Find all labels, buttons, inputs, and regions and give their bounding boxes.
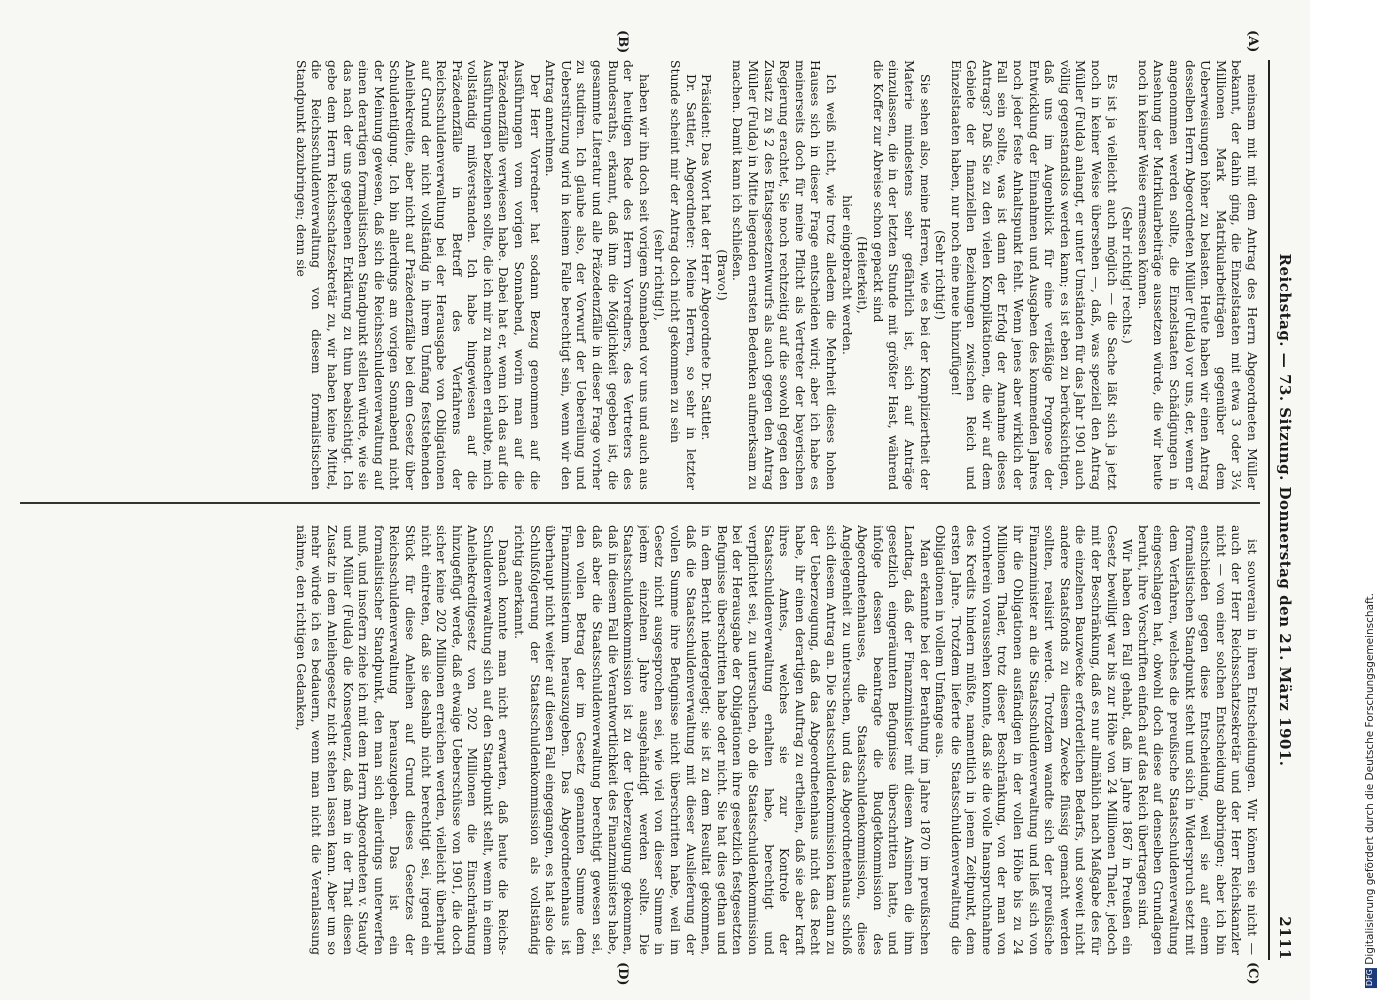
marker-a: (A) [1245,30,1260,53]
paragraph: Danach konnte man nicht erwarten, daß heute die Reichs-Schuldenverwaltung sich auf den Standpunkt stellt, wenn in einem Anleihekreditgesetz von 202 Millionen die Einschränkung hinzugefügt werde, daß etwaige Ueberschüsse von 1901, die doch sicher keine 202 Millionen erreichen werden, vielleicht überhaupt nicht eintreten, daß sie deshalb nicht berechtigt sei, irgend ein Stück für diese Anleihen auf Grund dieses Gesetzes der Reichsschuldenverwaltung herauszugeben. Das ist ein formalistischer Standpunkt, den man sich allerdings unterwerfen muß, und insofern ziehe ich mit dem Herrn Abgeordneten v. Staudy und Müller (Fulda) die Konsequenz, daß man in der That diesen Zusatz in dem Anleihegesetz nicht stehen lassen kann. Aber um so mehr würde ich es bedauern, wenn man nicht die Veranlassung nähme, den richtigen Gedanken, [293,525,512,955]
paragraph: ist souverain in ihren Entscheidungen. Wir können sie nicht — auch der Herr Reichsschatzsekretär und der Herr Reichskanzler nicht — von einer solchen Entscheidung abbringen; aber ich bin entschieden gegen diese Entscheidung, weil sie auf einem formalistischen Standpunkt steht und sich in Widerspruch setzt mit dem Verfahren, welches die preußische Staatsschuldenverwaltung eingeschlagen hat, obwohl doch diese auf denselben Grundlagen beruht, ihre Vorschriften einfach auf das Reich übertragen sind. [1135,525,1260,955]
paragraph: Der Herr Vorredner hat sodann Bezug genommen auf die Ausführungen vom vorigen Sonnabend, worin man auf die Präzedenzfälle verwiesen habe. Dabei hat er, wenn ich das auf die Ausführungen beziehen sollte, die ich mir zu machen erlaubte, mich vollständig mißverstanden. Ich habe hingewiesen auf die Präzedenzfälle in Betreff des Verfahrens der Reichsschuldenverwaltung bei der Herausgabe von Obligationen auf Grund der nicht vollständig in ihrem Umfang feststehenden Anleihekredite, aber nicht auf Präzedenzfälle bei dem Gesetz über Schuldentilgung. Ich bin allerdings am vorigen Sonnabend nicht der Meinung gewesen, daß sich die Reichsschuldenverwaltung auf einen derartigen formalistischen Standpunkt stellen würde, wie sie das nach der uns gegebenen Erklärung zu thun beabsichtigt. Ich gebe dem Herrn Reichsschatzsekretär zu, wir haben keine Mittel, die Reichsschuldenverwaltung von diesem formalistischen Standpunkt abzubringen; denn sie [293,60,543,490]
credit-text: Digitalisierung gefördert durch die Deutsche Forschungsgemeinschaft. [1364,592,1376,965]
paragraph: (Heiterkeit), [855,236,871,314]
paragraph: Präsident: Das Wort hat der Herr Abgeordnete Dr. Sattler. [699,74,715,441]
digitization-credit [1364,593,1377,992]
paragraph: meinsam mit mit dem Antrag des Herrn Abgeordneten Müller bekannt, der dahin ging, die Einzelstaaten mit etwa 3 oder 3¼ Millionen Mark Matrikularbeiträgen gegenüber dem Ueberweisungen höher zu belasten. Heute haben wir einen Antrag desselben Herrn Abgeordneten Müller (Fulda) vor uns, der, wenn er angenommen werden sollte, die Einzelstaaten Schädigungen in Ansehung der Matrikularbeiträge aussetzen würde, die wir heute noch in keiner Weise ermessen können. [1135,60,1260,490]
paragraph: (Sehr richtig!) [933,230,949,320]
dfg-logo: DFG [1365,968,1377,988]
paragraph: Es ist ja vielleicht auch möglich — die Sache läßt sich ja jetzt noch in keiner Weise übersehen —, daß, was speziell den Antrag Müller (Fulda) anlangt, er unter Umständen für das Jahr 1901 auch völlig gegenstandslos werden kann; es ist eben zu berücksichtigen, daß uns im Augenblick für eine verläßige Prognose der Entwicklung der Einnahmen und Ausgaben des kommenden Jahres noch jeder feste Anhaltspunkt fehlt. Wenn jenes aber wirklich der Fall sein sollte, was ist dann der Erfolg der Annahme dieses Antrags? Daß Sie zu den vielen Komplikationen, die wir auf dem Gebiete der finanziellen Beziehungen zwischen Reich und Einzelstaaten haben, nur noch eine neue hinzufügen! [948,60,1120,490]
left-column [20,60,1260,490]
header-title: Reichstag. — 73. Sitzung. Donnerstag den 21. März 1901. [1276,253,1294,767]
page-number: 2111 [1276,916,1294,960]
column-divider [20,502,1260,504]
paragraph: (Bravo!) [714,249,730,301]
paragraph: haben wir ihn doch seit vorigem Sonnabend vor uns und auch aus der heutigen Rede des Herrn Vorredners, des Vertreters des Bundesraths, erkannt, daß ihm die Möglichkeit gegeben ist, die gesammte Literatur und alle Präzedenzfälle in dieser Frage vorher zu studiren. Ich glaube also, der Vorwurf der Uebereilung und Ueberstürzung wird in keinem Falle berechtigt sein, wenn wir den Antrag annehmen. [543,60,652,490]
marker-b: (B) [615,30,630,54]
marker-d: (D) [615,962,630,986]
paragraph: Wir haben den Fall gehabt, daß im Jahre 1867 in Preußen ein Gesetz bewilligt war bis zur Höhe von 24 Millionen Thaler, jedoch mit der Beschränkung, daß es nur allmählich nach Maßgabe des für die einzelnen Bauzwecke erforderlichen Bedarfs, und soweit nicht andere Staatsfonds zu diesem Zwecke flüssig gemacht werden sollten, realisirt werde. Trotzdem wandte sich der preußische Finanzminister an die Staatsschuldenverwaltung und ließ sich von ihr die Obligationen ausfändigen in der vollen Höhe bis zu 24 Millionen Thaler, trotz dieser Beschränkung, von der man von vornherein voraussehen konnte, daß sie die volle Inanspruchnahme des Kredits hindern müßte, namentlich in jenem Zeitpunkt, dem ersten Jahre. Trotzdem lieferte die Staatsschuldenverwaltung die Obligationen in vollem Umfange aus. [933,525,1136,955]
running-header [1268,60,1296,960]
paragraph: Man erkannte bei der Berathung im Jahre 1870 im preußischen Landtag, daß der Finanzminister mit diesem Ansinnen die ihm gesetzlich eingeräumten Befugnisse überschritten hatte, und infolge dessen beantragte die Budgetkommission des Abgeordnetenhauses, die Staatsschuldenkommission, diese Angelegenheit zu untersuchen, und das Abgeordnetenhaus schloß sich diesem Antrag an. Die Staatsschuldenkommission kam dann zu der Ueberzeugung, daß das Abgeordnetenhaus nicht das Recht habe, ihr einen derartigen Auftrag zu ertheilen, daß sie aber kraft ihres Amtes, welches sie zur Kontrole der Staatsschuldenverwaltung erhalten habe, berechtigt und verpflichtet sei, zu untersuchen, ob die Staatsschuldenkommission bei der Herausgabe der Obligationen ihre gesetzlich festgesetzten Befugnisse überschritten habe oder nicht. Sie hat dies gethan und in dem Bericht niedergelegt; sie ist zu dem Resultat gekommen, daß die Staatsschuldenverwaltung mit dieser Auslieferung der vollen Summe ihre Befugnisse nicht überschritten habe, weil im Gesetz nicht ausgesprochen sei, wie viel von dieser Summe in jedem einzelnen Jahre ausgehändigt werden sollte. Die Staatsschuldenkommission ist zu der Ueberzeugung gekommen, daß in diesem Fall die Verantwortlichkeit des Finanzministers habe, daß aber die Staatsschuldenverwaltung berechtigt gewesen sei, den vollen Betrag der im Gesetz genannten Summe dem Finanzministerium herauszugeben. Das Abgeordnetenhaus ist überhaupt nicht weiter auf diesen Fall eingegangen, es hat also die Schlußfolgerung der Staatsschuldenkommission als vollständig richtig anerkannt. [512,525,933,955]
paragraph: Sie sehen also, meine Herren, wie es bei der Kompliziertheit der Materie mindestens sehr gefährlich ist, sich auf Anträge einzulassen, die in der letzten Stunde mit größter Hast, während die Koffer zur Abreise schon gepackt sind [870,60,933,490]
paragraph: Dr. Sattler, Abgeordneter: Meine Herren, so sehr in letzter Stunde scheint mir der Antrag doch nicht gekommen zu sein [668,60,699,490]
paragraph: (Sehr richtig! rechts.) [1120,206,1136,344]
right-column [20,525,1260,955]
paragraph: (sehr richtig!), [652,229,668,321]
paragraph: hier eingebracht werden. [839,195,855,355]
marker-c: (C) [1245,962,1260,985]
paragraph: Ich weiß nicht, wie trotz alledem die Mehrheit dieses hohen Hauses sich in dieser Frage entscheiden wird; aber ich habe es meinerseits doch für meine Pflicht als Vertreter der bayerischen Regierung erachtet, Sie noch rechtzeitig auf die sowohl gegen den Zusatz zu § 2 des Etatsgesetzentwurfs als auch gegen den Antrag Müller (Fulda) in Mitte liegenden ernsten Bedenken aufmerksam zu machen. Damit kann ich schließen. [730,60,839,490]
